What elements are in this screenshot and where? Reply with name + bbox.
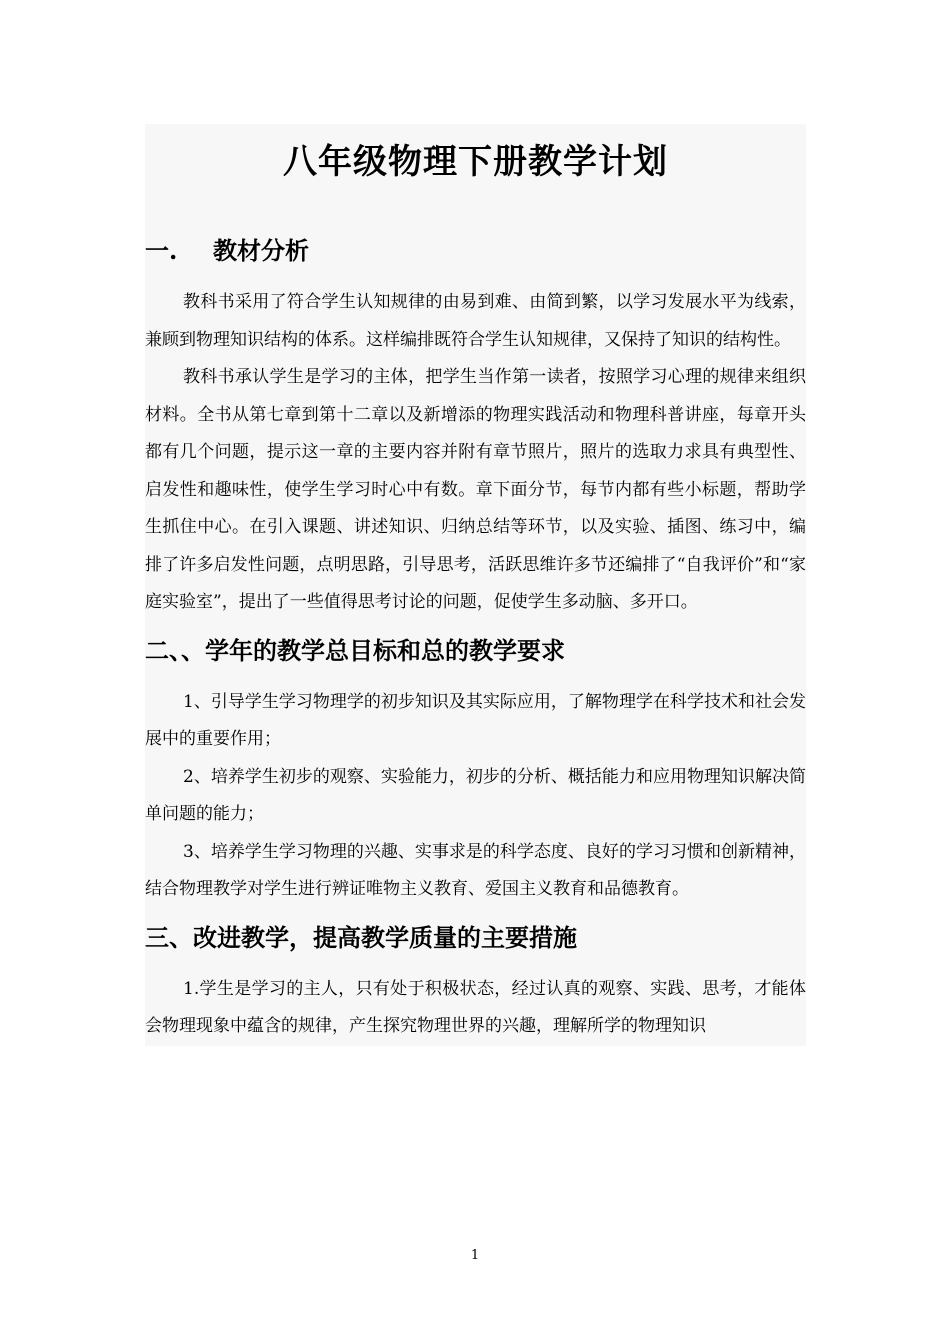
paragraph: 教科书采用了符合学生认知规律的由易到难、由简到繁，以学习发展水平为线索，兼顾到物理知识结构的体系。这样编排既符合学生认知规律，又保持了知识的结构性。: [145, 292, 806, 350]
document-title: 八年级物理下册教学计划: [283, 142, 668, 182]
paragraph: 1.学生是学习的主人，只有处于积极状态，经过认真的观察、实践、思考，才能体会物理现象中蕴含的规律，产生探究物理世界的兴趣，理解所学的物理知识: [145, 978, 806, 1036]
section-title-1: 教材分析: [213, 236, 309, 265]
section-heading-1: [145, 232, 806, 270]
paragraph: 教科书承认学生是学习的主体，把学生当作第一读者，按照学习心理的规律来组织材料。全书从第七章到第十二章以及新增添的物理实践活动和物理科普讲座，每章开头都有几个问题，提示这一章的主要内容并附有章节照片，照片的选取力求具有典型性、启发性和趣味性，使学生学习时心中有数。章下面分节，每节内都有些小标题，帮助学生抓住中心。在引入课题、讲述知识、归纳总结等环节，以及实验、插图、练习中，编排了许多启发性问题，点明思路，引导思考，活跃思维许多节还编排了“自我评价”和“家庭实验室”，提出了一些值得思考讨论的问题，促使学生多动脑、多开口。: [145, 367, 806, 612]
page-number: 1: [470, 1248, 480, 1263]
document-body: [145, 124, 806, 1046]
paragraph: 2、培养学生初步的观察、实验能力，初步的分析、概括能力和应用物理知识解决简单问题的能力；: [145, 766, 806, 824]
section-heading-2: 二、、学年的教学总目标和总的教学要求: [145, 635, 565, 665]
paragraph: 1、引导学生学习物理学的初步知识及其实际应用，了解物理学在科学技术和社会发展中的重要作用；: [145, 691, 806, 749]
paragraph: 3、培养学生学习物理的兴趣、实事求是的科学态度、良好的学习习惯和创新精神，结合物理教学对学生进行辨证唯物主义教育、爱国主义教育和品德教育。: [145, 841, 806, 899]
section-number-1: 一.: [145, 236, 178, 265]
section-heading-3: 三、改进教学，提高教学质量的主要措施: [145, 922, 577, 952]
